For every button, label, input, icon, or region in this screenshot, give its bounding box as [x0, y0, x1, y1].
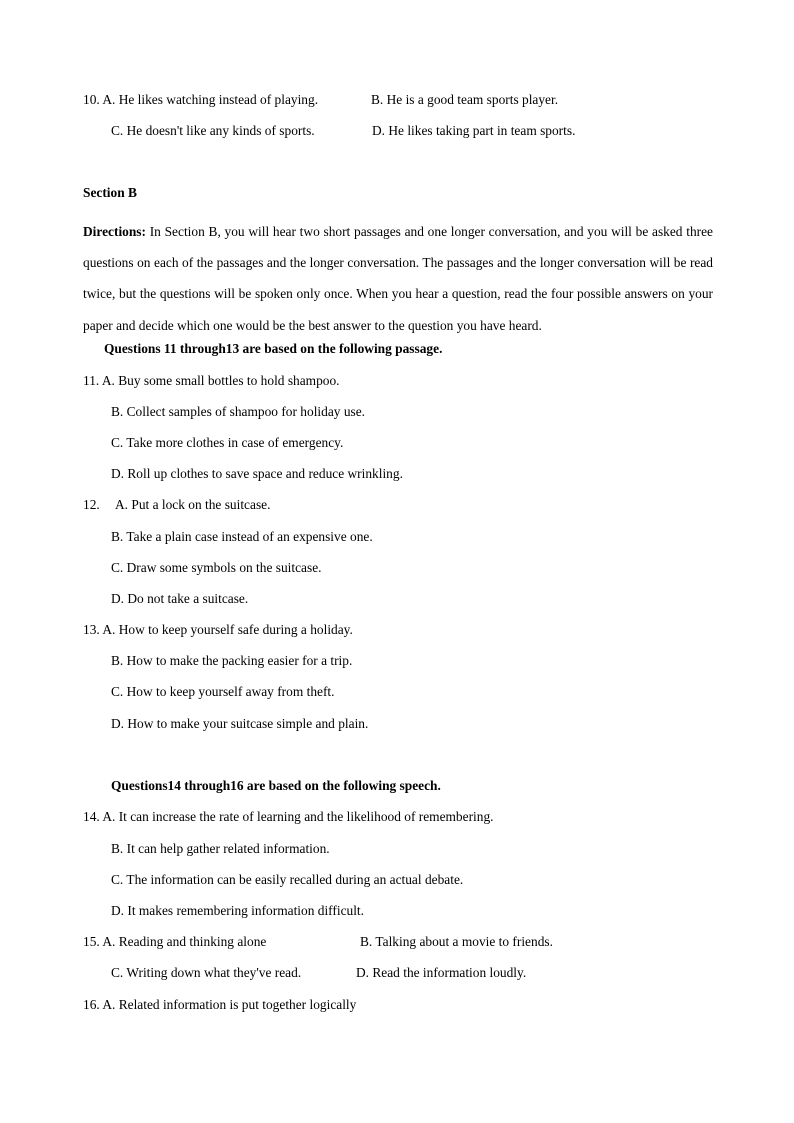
q14-option-c: C. The information can be easily recalled during an actual debate. — [111, 872, 464, 887]
q14-option-a: 14. A. It can increase the rate of learning and the likelihood of remembering. — [83, 809, 494, 824]
directions-text: In Section B, you will hear two short passages and one longer conversation, and you will be asked three questions on each of the passages and the longer conversation. The passages and the longer conversation will be read twice, but the questions will be spoken only once. When you hear a question, read the four possible answers on your paper and decide which one would be the best answer to the question you have heard. — [83, 224, 713, 333]
q13-option-a: 13. A. How to keep yourself safe during a holiday. — [83, 622, 353, 637]
q14-option-b: B. It can help gather related information. — [111, 841, 330, 856]
q12-option-d: D. Do not take a suitcase. — [111, 591, 249, 606]
questions-14-16-heading: Questions14 through16 are based on the following speech. — [111, 778, 441, 793]
q10-option-c: C. He doesn't like any kinds of sports. — [111, 123, 315, 138]
q10-option-b: B. He is a good team sports player. — [371, 92, 559, 107]
q12-number: 12. — [83, 497, 100, 512]
q15-option-a: 15. A. Reading and thinking alone — [83, 934, 267, 949]
section-b-directions — [83, 216, 713, 341]
q12-option-c: C. Draw some symbols on the suitcase. — [111, 560, 322, 575]
q13-option-b: B. How to make the packing easier for a trip. — [111, 653, 353, 668]
directions-label: Directions: — [83, 224, 146, 239]
q10-option-d: D. He likes taking part in team sports. — [372, 123, 576, 138]
q13-option-c: C. How to keep yourself away from theft. — [111, 684, 335, 699]
q11-option-c: C. Take more clothes in case of emergency. — [111, 435, 344, 450]
q16-option-a: 16. A. Related information is put together logically — [83, 997, 357, 1012]
questions-11-13-heading: Questions 11 through13 are based on the following passage. — [104, 341, 443, 356]
q10-option-a: 10. A. He likes watching instead of playing. — [83, 92, 319, 107]
q12-option-b: B. Take a plain case instead of an expensive one. — [111, 529, 373, 544]
q15-option-d: D. Read the information loudly. — [356, 965, 527, 980]
q14-option-d: D. It makes remembering information difficult. — [111, 903, 364, 918]
section-b-heading: Section B — [83, 185, 137, 200]
q11-option-a: 11. A. Buy some small bottles to hold shampoo. — [83, 373, 340, 388]
q11-option-b: B. Collect samples of shampoo for holiday use. — [111, 404, 366, 419]
q15-option-c: C. Writing down what they've read. — [111, 965, 302, 980]
q13-option-d: D. How to make your suitcase simple and plain. — [111, 716, 369, 731]
q15-option-b: B. Talking about a movie to friends. — [360, 934, 553, 949]
q12-option-a: A. Put a lock on the suitcase. — [115, 497, 271, 512]
q11-option-d: D. Roll up clothes to save space and reduce wrinkling. — [111, 466, 403, 481]
